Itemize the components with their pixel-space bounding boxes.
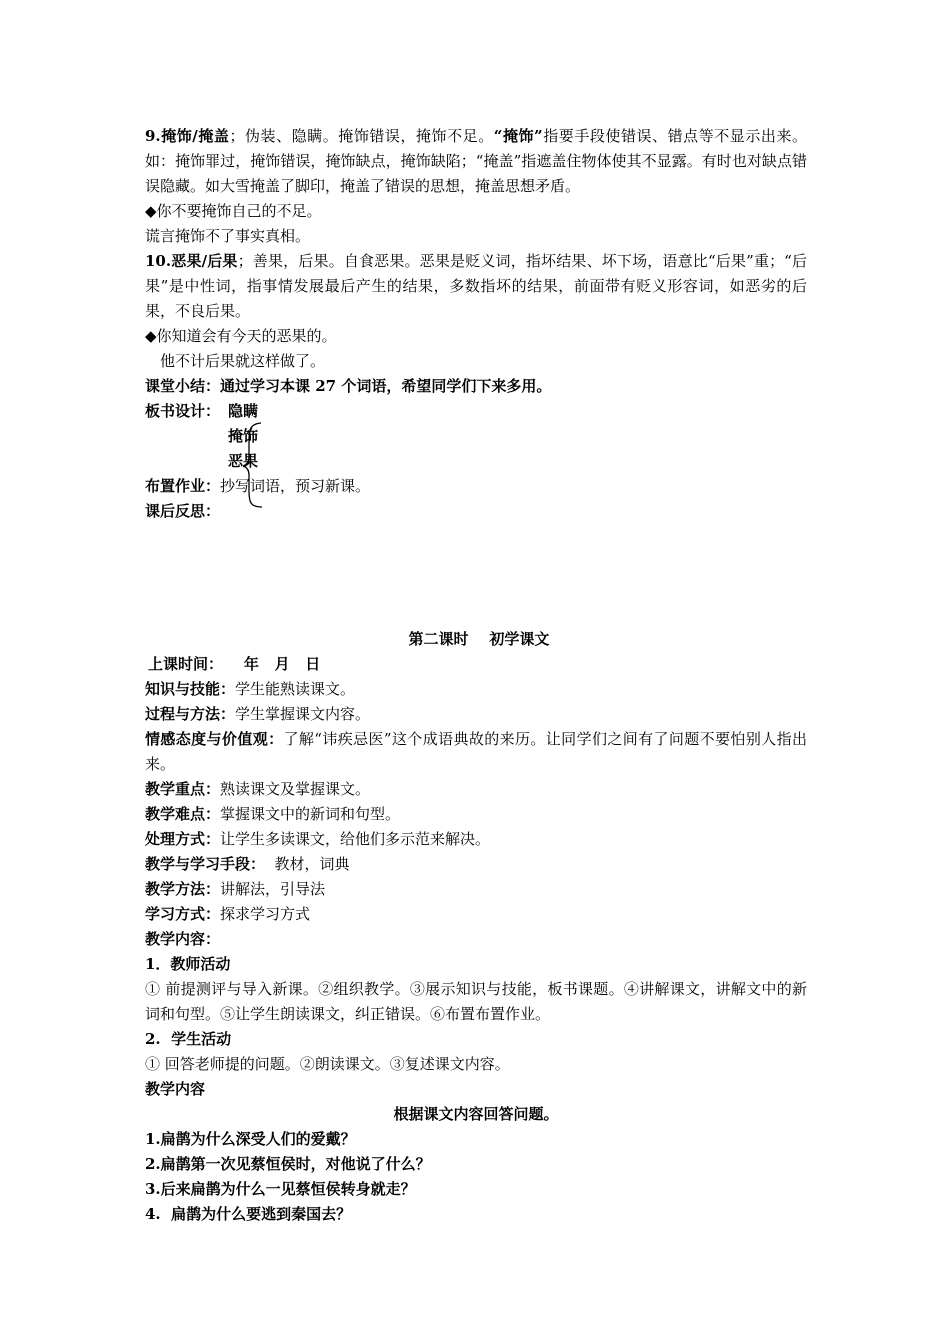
board-brace-icon (243, 421, 265, 511)
example-9-2: 谎言掩饰不了事实真相。 (145, 227, 311, 245)
field-label: 教学方法： (145, 880, 221, 898)
field-line (145, 727, 807, 777)
field-line (145, 827, 807, 852)
field-text: 探求学习方式 (220, 905, 311, 923)
term-bold-yanshi: “掩饰” (493, 127, 543, 145)
teacher-activity-text: ① 前提测评与导入新课。②组织教学。③展示知识与技能，板书课题。④讲解课文，讲解文中的新词和句型。⑤让学生朗读课文，纠正错误。⑥布置布置作业。 (145, 980, 807, 1023)
field-label: 知识与技能： (145, 680, 236, 698)
question-item: 4. 扁鹊为什么要逃到秦国去？ (145, 1205, 352, 1223)
field-line (145, 702, 807, 727)
paragraph-9-text-a: ；伪装、隐瞒。掩饰错误，掩饰不足。 (229, 127, 494, 145)
field-label: 过程与方法： (145, 705, 236, 723)
homework-label: 布置作业： (145, 477, 221, 495)
question-item: 2.扁鹊第一次见蔡恒侯时，对他说了什么？ (145, 1155, 431, 1173)
field-line (145, 852, 807, 877)
field-text: 掌握课文中的新词和句型。 (220, 805, 401, 823)
field-line (145, 677, 807, 702)
field-label: 学习方式： (145, 905, 221, 923)
term-heading-10: 10.恶果/后果 (145, 252, 238, 270)
paragraph-10-text: ；善果，后果。自食恶果。恶果是贬义词，指坏结果、坏下场，语意比“后果”重；“后果”是中性词，指事情发展最后产生的结果，多数指坏的结果，前面带有贬义形容词，如恶劣的后果，不良后果。 (145, 252, 807, 320)
field-label: 教学内容： (145, 930, 221, 948)
class-time-label: 上课时间： (148, 655, 224, 673)
field-label: 教学难点： (145, 805, 221, 823)
example-9-1: ◆你不要掩饰自己的不足。 (145, 202, 322, 220)
field-line (145, 777, 807, 802)
lesson2-title: 第二课时 初学课文 (408, 630, 550, 648)
question-item: 3.后来扁鹊为什么一见蔡恒侯转身就走？ (145, 1180, 416, 1198)
field-text: 讲解法，引导法 (220, 880, 326, 898)
term-heading-9: 9.掩饰/掩盖 (145, 127, 230, 145)
question-title: 根据课文内容回答问题。 (393, 1105, 559, 1123)
field-line (145, 927, 807, 952)
field-label: 教学重点： (145, 780, 221, 798)
field-line (145, 802, 807, 827)
class-time-line (145, 652, 807, 677)
board-item-3: 恶果 (228, 452, 259, 470)
board-item-1: 隐瞒 (228, 402, 259, 420)
example-10-1: ◆你知道会有今天的恶果的。 (145, 327, 337, 345)
board-item-2: 掩饰 (228, 427, 259, 445)
field-label: 教学与学习手段： (145, 855, 266, 873)
paragraph-9 (145, 124, 807, 199)
paragraph-9-text-b: 指要手段使错误、错点等不显示出来。如：掩饰罪过，掩饰错误，掩饰缺点，掩饰缺陷；“掩盖”指遮盖住物体使其不显露。有时也对缺点错误隐藏。如大雪掩盖了脚印，掩盖了错误的思想，掩盖思想矛盾。 (145, 127, 807, 195)
field-label: 处理方式： (145, 830, 221, 848)
field-text: 学生掌握课文内容。 (235, 705, 371, 723)
example-10-2: 他不计后果就这样做了。 (160, 352, 326, 370)
paragraph-10 (145, 249, 807, 324)
board-design-label: 板书设计： (145, 402, 221, 420)
class-summary: 课堂小结：通过学习本课 27 个词语，希望同学们下来多用。 (145, 377, 552, 395)
reflection-label: 课后反思： (145, 502, 221, 520)
document-page (145, 124, 807, 1227)
field-line (145, 902, 807, 927)
field-text: 熟读课文及掌握课文。 (220, 780, 371, 798)
field-text: 了解“讳疾忌医”这个成语典故的来历。让同学们之间有了问题不要怕别人指出来。 (145, 730, 807, 773)
teacher-activity-heading: 1．教师活动 (145, 955, 231, 973)
field-text: 教材，词典 (265, 855, 350, 873)
homework-text: 抄写词语，预习新课。 (220, 477, 371, 495)
student-activity-heading: 2. 学生活动 (145, 1030, 232, 1048)
class-time-value: 年 月 日 (223, 655, 321, 673)
teaching-content-heading: 教学内容 (145, 1080, 206, 1098)
question-item: 1.扁鹊为什么深受人们的爱戴？ (145, 1130, 356, 1148)
field-line (145, 877, 807, 902)
student-activity-text: ① 回答老师提的问题。②朗读课文。③复述课文内容。 (145, 1055, 510, 1073)
field-text: 学生能熟读课文。 (235, 680, 356, 698)
field-label: 情感态度与价值观： (145, 730, 284, 748)
field-text: 让学生多读课文，给他们多示范来解决。 (220, 830, 491, 848)
